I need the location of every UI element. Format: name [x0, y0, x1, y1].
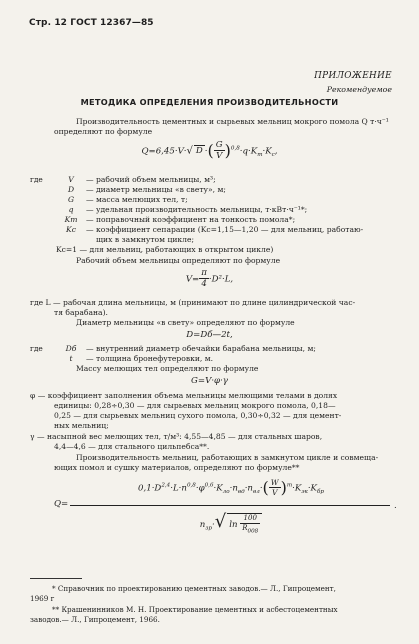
phi-definition-line-3: 0,25 — для сырьевых мельниц сухого помола, 0,30÷0,32 — для цемент- [54, 411, 342, 420]
closed-cycle-intro-line-1: Производительность мельниц, работающих в замкнутом цикле и совмеща- [76, 453, 379, 462]
diameter-intro: Диаметр мельницы «в свету» определяют по формуле [76, 318, 295, 327]
formula-fraction-bar [70, 505, 390, 506]
definition-row: D — диаметр мельницы «в свету», м; [67, 185, 226, 194]
where-label: где [30, 175, 43, 184]
ln-radicand: ln $\frac{100}{R_{008}}$ [227, 513, 262, 535]
formula-volume: V= $\frac{\pi}{4}$ ·D²·L, [185, 268, 234, 290]
appendix-title: ПРИЛОЖЕНИЕ [314, 71, 392, 81]
definition-row: q — удельная производительность мельницы, т·кВт·ч⁻¹*; [68, 205, 308, 214]
appendix-subtitle: Рекомендуемое [326, 84, 392, 94]
formula-denominator: $n_{зр}\cdot√$ ln $\frac{100}{R_{008}}$ [76, 511, 386, 535]
fraction-g-over-v: $\frac{G}{V}$ [215, 140, 223, 162]
where-label-2: где [30, 344, 43, 353]
footnote-2-line-1: ** Крашенинников М. Н. Проектирование цементных и асбестоцементных [52, 605, 338, 614]
definition-row: t — толщина бронефутеровки, м. [69, 354, 214, 363]
intro-line-1: Производительность цементных и сырьевых мельниц мокрого помола Q т·ч⁻¹ [76, 117, 389, 126]
definition-row: G — масса мелющих тел, т; [67, 195, 188, 204]
gamma-definition-line-2: 4,4—4,6 — для стального цильпебса**. [54, 442, 210, 451]
length-definition-line-2: тя барабана). [54, 308, 108, 317]
length-definition-line-1: где L — рабочая длина мельницы, м (принимают по длине цилиндрической час- [30, 298, 356, 307]
fraction-pi-over-4: $\frac{\pi}{4}$ [201, 268, 207, 290]
formula-productivity-wet: Q=6,45·V·√ D ·( $\frac{G}{V}$ )$^{0,8}\cdot q\cdot K_т\cdot K_c$, [141, 140, 278, 162]
volume-intro: Рабочий объем мельницы определяют по формуле [76, 256, 281, 265]
formula-diameter: D=Dб—2t, [186, 330, 233, 340]
definition-row: Kс — коэффициент сепарации (Kс=1,15—1,20 — для мельниц, работаю- [66, 225, 364, 234]
footnote-1-line-2: 1969 г [30, 594, 55, 603]
formula-numerator: $0,1\cdot D^{2,4}\cdot L\cdot n^{0,8}\cdot\varphi^{0,6}\cdot K_{лo}\cdot n_{вд}\cdot n_{вл}\cdot$( $\frac{W}{V}$ )$^m\cdot K_{эк}\cdot K_{бр}$ [138, 478, 324, 498]
kc-open-cycle-line: Kс=1 — для мельниц, работающих в открытом цикле) [56, 245, 274, 254]
footnote-2-line-2: заводов.— Л., Гипроцемент, 1966. [30, 615, 160, 624]
footnote-divider [30, 578, 82, 579]
formula-productivity-closed: Q= $0,1\cdot D^{2,4}\cdot L\cdot n^{0,8}\cdot\varphi^{0,6}\cdot K_{лo}\cdot n_{вд}\cdot n_{вл}\cdot$( $\frac{W}{V}$ )$^m\cdot K_{эк}\cdot K_{бр}$ $n_{зр}\cdot√$ ln $\frac{100}{R_{008}}$ . [54, 478, 397, 535]
page-header: Стр. 12 ГОСТ 12367—85 [29, 18, 154, 28]
definition-continuation: щих в замкнутом цикле; [96, 235, 195, 244]
definition-row: V — рабочий объем мельницы, м³; [68, 175, 216, 184]
closed-cycle-intro-line-2: ющих помол и сушку материалов, определяют по формуле** [54, 463, 300, 472]
phi-definition-line-2: единицы: 0,28÷0,30 — для сырьевых мельниц мокрого помола, 0,18— [54, 401, 336, 410]
appendix-label [314, 71, 392, 94]
footnote-1-line-1: * Справочник по проектированию цементных заводов.— Л., Гипроцемент, [52, 584, 336, 593]
gamma-definition-line-1: γ — насыпной вес мелющих тел, т/м³: 4,55—4,85 — для стальных шаров, [30, 432, 323, 441]
section-title: МЕТОДИКА ОПРЕДЕЛЕНИЯ ПРОИЗВОДИТЕЛЬНОСТИ [80, 97, 339, 107]
mass-intro: Массу мелющих тел определяют по формуле [76, 364, 259, 373]
phi-definition-line-1: φ — коэффициент заполнения объема мельницы мелющими телами в долях [30, 391, 338, 400]
definition-row: Dб — внутренний диаметр обечайки барабана мельницы, м; [65, 344, 316, 353]
fraction-w-over-sqrt-d: $\frac{W}{V}$ [270, 478, 279, 498]
formula-mass: G=V·φ·γ [191, 376, 228, 386]
fraction-100-over-r: $\frac{100}{R_{008}}$ [242, 514, 259, 535]
phi-definition-line-4: ных мельниц; [54, 421, 109, 430]
definition-row: Kт — поправочный коэффициент на тонкость помола*; [64, 215, 296, 224]
intro-line-2: определяют по формуле [54, 127, 153, 136]
